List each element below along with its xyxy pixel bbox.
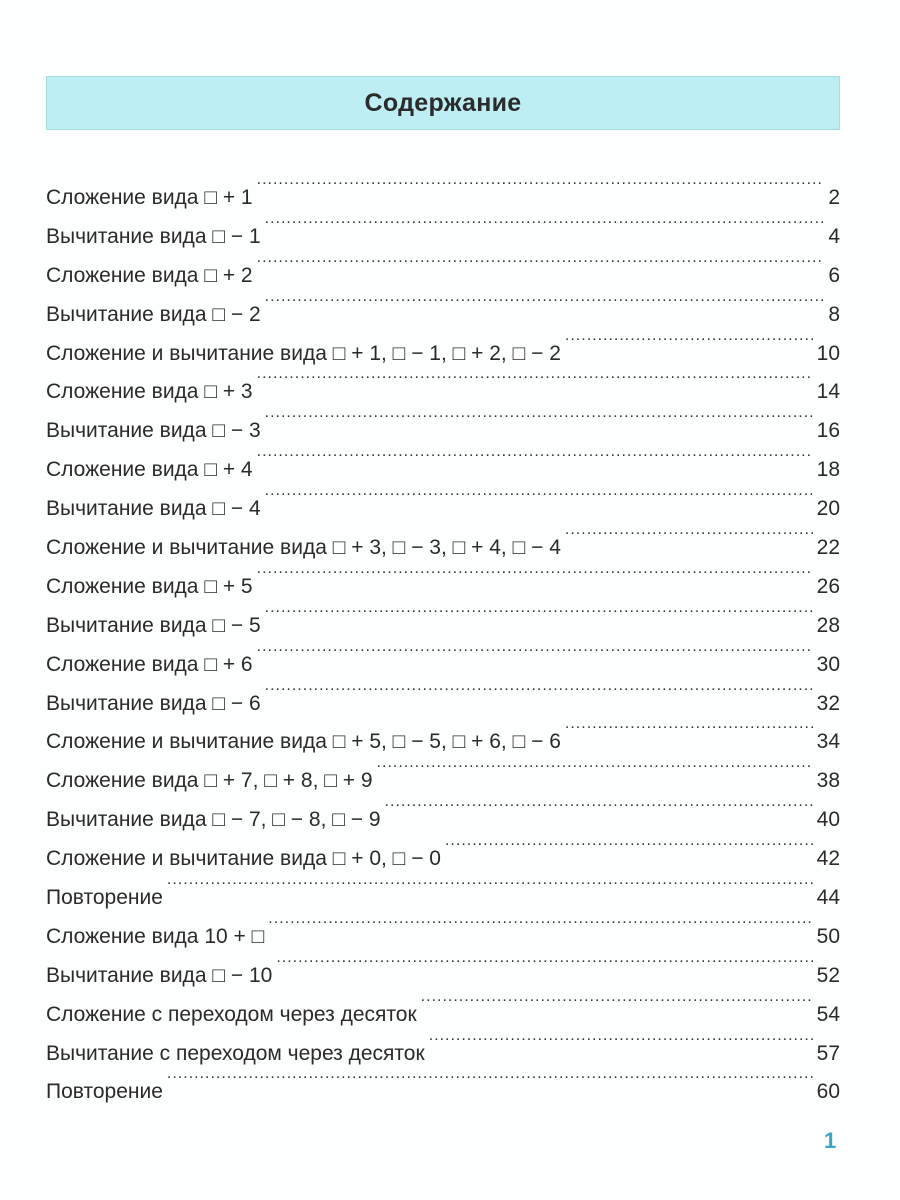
dot-leader — [265, 209, 825, 243]
toc-entry-page: 22 — [816, 536, 840, 560]
toc-entry-page: 52 — [816, 963, 840, 987]
dot-leader — [565, 326, 813, 360]
toc-entry-title: Вычитание вида □ − 5 — [46, 613, 261, 637]
toc-entry-page: 10 — [816, 341, 840, 365]
toc-entry-page: 2 — [828, 186, 840, 209]
toc-entry-page: 40 — [816, 808, 840, 832]
dot-leader — [276, 948, 812, 982]
toc-entry-page: 60 — [816, 1080, 840, 1104]
dot-leader — [257, 442, 813, 476]
toc-entry-page: 38 — [816, 769, 840, 793]
dot-leader — [167, 1064, 813, 1098]
toc-entry-title: Вычитание вида □ − 4 — [46, 497, 261, 521]
toc-entry[interactable] — [46, 170, 840, 209]
toc-entry-title: Вычитание вида □ − 3 — [46, 419, 261, 443]
toc-entry-title: Сложение и вычитание вида □ + 3, □ − 3, □ + 4, □ − 4 — [46, 536, 561, 560]
page-title: Содержание — [364, 88, 522, 117]
page-number: 1 — [824, 1128, 837, 1153]
table-of-contents — [46, 170, 840, 1103]
toc-entry-page: 26 — [816, 574, 840, 598]
dot-leader — [257, 637, 813, 671]
toc-entry-title: Вычитание вида □ − 10 — [46, 963, 273, 987]
toc-entry-title: Сложение и вычитание вида □ + 5, □ − 5, □ + 6, □ − 6 — [46, 730, 561, 754]
dot-leader — [265, 481, 813, 515]
toc-entry-page: 6 — [828, 263, 840, 287]
toc-entry-page: 20 — [816, 497, 840, 521]
dot-leader — [565, 520, 813, 554]
dot-leader — [377, 753, 813, 787]
toc-entry-title: Вычитание вида □ − 2 — [46, 302, 261, 326]
toc-entry-title: Вычитание вида □ − 6 — [46, 691, 261, 715]
toc-entry-page: 18 — [816, 458, 840, 482]
dot-leader — [167, 870, 813, 904]
dot-leader — [265, 598, 813, 632]
contents-header — [46, 76, 840, 130]
toc-entry-title: Сложение вида □ + 3 — [46, 380, 253, 404]
dot-leader — [445, 831, 813, 865]
toc-entry-page: 28 — [816, 613, 840, 637]
dot-leader — [268, 909, 812, 943]
toc-entry-title: Повторение — [46, 1080, 163, 1104]
toc-entry-title: Вычитание с переходом через десяток — [46, 1041, 425, 1065]
dot-leader — [421, 987, 813, 1021]
toc-entry-title: Сложение вида □ + 5 — [46, 574, 253, 598]
toc-entry-page: 30 — [816, 652, 840, 676]
toc-entry-title: Сложение вида □ + 7, □ + 8, □ + 9 — [46, 769, 373, 793]
toc-entry-title: Сложение и вычитание вида □ + 1, □ − 1, □ + 2, □ − 2 — [46, 341, 561, 365]
dot-leader — [257, 559, 813, 593]
toc-entry-page: 42 — [816, 847, 840, 871]
toc-entry-page: 34 — [816, 730, 840, 754]
dot-leader — [385, 792, 813, 826]
toc-entry-page: 54 — [816, 1002, 840, 1026]
dot-leader — [265, 676, 813, 710]
toc-entry-title: Сложение вида □ + 2 — [46, 263, 253, 287]
toc-entry-page: 14 — [816, 380, 840, 404]
toc-entry-page: 32 — [816, 691, 840, 715]
dot-leader — [565, 714, 813, 748]
toc-entry-title: Сложение вида □ + 1 — [46, 186, 253, 209]
dot-leader — [257, 170, 825, 204]
toc-entry-page: 57 — [816, 1041, 840, 1065]
dot-leader — [265, 403, 813, 437]
dot-leader — [257, 364, 813, 398]
toc-entry-title: Сложение вида □ + 4 — [46, 458, 253, 482]
dot-leader — [265, 287, 825, 321]
toc-entry-page: 4 — [828, 224, 840, 248]
toc-entry-page: 8 — [828, 302, 840, 326]
toc-entry-title: Повторение — [46, 886, 163, 910]
dot-leader — [429, 1026, 813, 1060]
toc-entry-page: 50 — [816, 924, 840, 948]
toc-entry-title: Вычитание вида □ − 1 — [46, 224, 261, 248]
toc-entry-title: Вычитание вида □ − 7, □ − 8, □ − 9 — [46, 808, 381, 832]
toc-entry-page: 16 — [816, 419, 840, 443]
toc-entry-title: Сложение вида 10 + □ — [46, 924, 265, 948]
toc-entry-title: Сложение с переходом через десяток — [46, 1002, 417, 1026]
dot-leader — [257, 248, 825, 282]
toc-entry-page: 44 — [816, 886, 840, 910]
toc-entry-title: Сложение вида □ + 6 — [46, 652, 253, 676]
toc-entry-title: Сложение и вычитание вида □ + 0, □ − 0 — [46, 847, 441, 871]
